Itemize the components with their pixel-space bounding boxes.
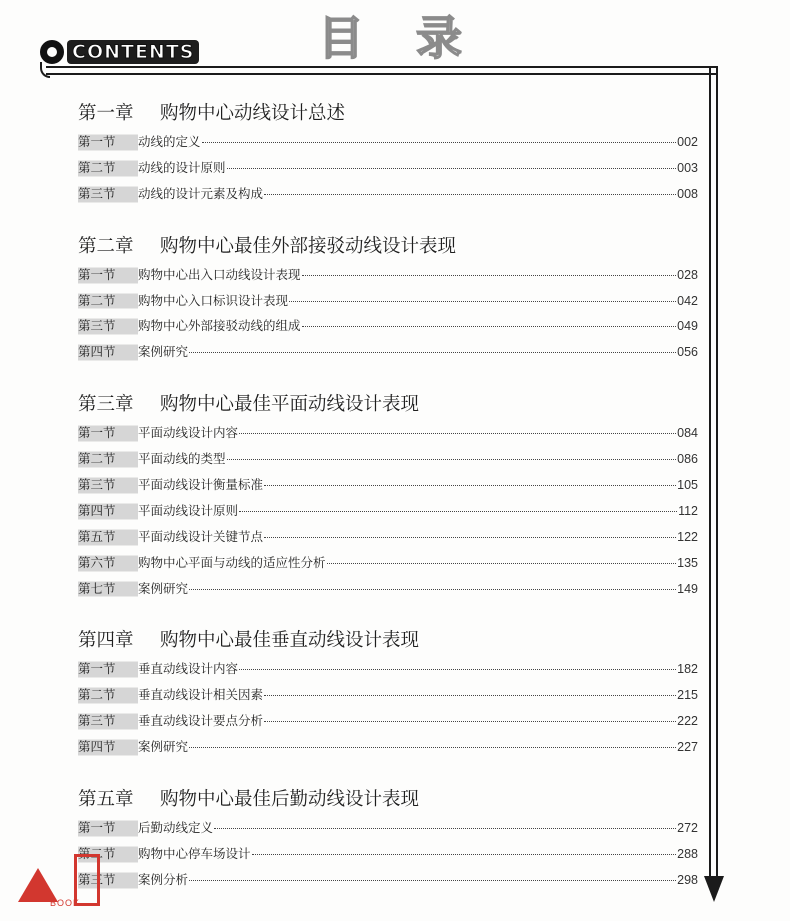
- chapter-heading[interactable]: [78, 233, 698, 261]
- chapter-title: 购物中心最佳外部接驳动线设计表现: [160, 235, 457, 257]
- dot-leader: [302, 325, 677, 327]
- toc-entry[interactable]: [78, 867, 698, 893]
- frame-top-rule: [46, 66, 717, 75]
- page-number: 008: [677, 186, 698, 201]
- toc-entry[interactable]: [78, 576, 698, 602]
- page-number: 003: [677, 160, 698, 175]
- section-title: 动线的定义: [138, 134, 201, 149]
- toc-entry[interactable]: [78, 498, 698, 524]
- page-number: 084: [677, 426, 698, 441]
- dot-leader: [189, 588, 676, 590]
- dot-leader: [189, 351, 676, 353]
- section-number: 第二节: [78, 682, 138, 708]
- dot-leader: [289, 300, 676, 302]
- section-number: 第七节: [78, 576, 138, 602]
- dot-leader: [202, 141, 677, 143]
- section-number: 第三节: [78, 708, 138, 734]
- chapter-title: 购物中心动线设计总述: [160, 103, 346, 124]
- toc-entry[interactable]: [78, 446, 698, 472]
- chapter-title: 购物中心最佳垂直动线设计表现: [160, 630, 420, 652]
- page-number: 288: [677, 846, 698, 861]
- section-title: 平面动线的类型: [138, 451, 226, 467]
- section-number: 第一节: [78, 815, 138, 841]
- page-number: 122: [677, 529, 698, 544]
- chapter: [78, 391, 698, 601]
- section-title: 案例分析: [138, 871, 189, 887]
- section-title: 购物中心外部接驳动线的组成: [138, 318, 301, 334]
- page-number: 042: [677, 293, 698, 308]
- section-title: 案例研究: [138, 580, 189, 596]
- dot-leader: [227, 167, 677, 169]
- page-number: 056: [677, 345, 698, 360]
- toc-entry[interactable]: [78, 288, 698, 314]
- section-number: 第二节: [78, 446, 138, 472]
- dot-leader: [264, 484, 676, 486]
- chapter-title: 购物中心最佳平面动线设计表现: [160, 394, 420, 416]
- toc-entry[interactable]: [78, 155, 698, 181]
- section-number: 第一节: [78, 262, 138, 288]
- toc-entry[interactable]: [78, 129, 698, 155]
- section-title: 动线的设计原则: [138, 159, 226, 175]
- toc-entry[interactable]: [78, 734, 698, 760]
- publisher-logo: [4, 846, 104, 918]
- page-number: 222: [677, 714, 698, 729]
- toc-entry[interactable]: [78, 472, 698, 498]
- page-number: 105: [677, 478, 698, 493]
- ring-icon: [40, 40, 64, 64]
- toc-entry[interactable]: [78, 262, 698, 288]
- page-number: 028: [677, 267, 698, 282]
- chapter-heading[interactable]: [78, 100, 698, 128]
- dot-leader: [189, 746, 676, 748]
- page-title: 目 录: [318, 11, 481, 65]
- dot-leader: [327, 562, 677, 564]
- page-number: 298: [677, 872, 698, 887]
- chapter-number: 第一章: [78, 103, 134, 124]
- section-title: 购物中心入口标识设计表现: [138, 292, 289, 308]
- frame-right-rule: [709, 66, 718, 878]
- contents-badge: [40, 39, 199, 65]
- dot-leader: [189, 879, 676, 881]
- section-number: 第三节: [78, 181, 138, 207]
- section-title: 垂直动线设计要点分析: [138, 713, 264, 729]
- chapter: [78, 627, 698, 760]
- section-number: 第二节: [78, 288, 138, 314]
- toc-entry[interactable]: [78, 524, 698, 550]
- section-title: 后勤动线定义: [138, 820, 214, 836]
- page-number: 002: [677, 135, 698, 149]
- dot-leader: [239, 510, 677, 512]
- page-number: 227: [677, 740, 698, 755]
- toc-entry[interactable]: [78, 656, 698, 682]
- toc-entry[interactable]: [78, 181, 698, 207]
- chapter-number: 第三章: [78, 394, 134, 416]
- dot-leader: [239, 432, 676, 434]
- page-number: 182: [677, 662, 698, 677]
- section-title: 平面动线设计原则: [138, 502, 239, 518]
- toc-entry[interactable]: [78, 815, 698, 841]
- arrow-down-icon: [704, 876, 724, 902]
- dot-leader: [264, 720, 676, 722]
- mountain-icon: [18, 868, 58, 902]
- toc-entry[interactable]: [78, 420, 698, 446]
- chapter: [78, 233, 698, 366]
- section-number: 第六节: [78, 550, 138, 576]
- section-number: 第二节: [78, 841, 138, 867]
- section-number: 第四节: [78, 339, 138, 365]
- section-title: 购物中心出入口动线设计表现: [138, 266, 301, 282]
- section-number: 第三节: [78, 313, 138, 339]
- dot-leader: [302, 274, 677, 276]
- section-number: 第一节: [78, 420, 138, 446]
- section-number: 第三节: [78, 472, 138, 498]
- section-number: 第四节: [78, 498, 138, 524]
- chapter-title: 购物中心最佳后勤动线设计表现: [160, 789, 420, 811]
- chapter-number: 第二章: [78, 235, 134, 257]
- section-number: 第一节: [78, 129, 138, 155]
- section-number: 第一节: [78, 656, 138, 682]
- page-number: 149: [677, 581, 698, 596]
- page-number: 215: [677, 688, 698, 703]
- page-number: 135: [677, 555, 698, 570]
- section-number: 第三节: [78, 867, 138, 893]
- section-title: 平面动线设计关键节点: [138, 528, 264, 544]
- seal-icon: [74, 854, 100, 906]
- section-title: 案例研究: [138, 739, 189, 755]
- table-of-contents: [78, 100, 698, 919]
- page-number: 112: [678, 503, 698, 518]
- chapter-heading[interactable]: [78, 627, 698, 655]
- toc-entry[interactable]: [78, 708, 698, 734]
- section-title: 案例研究: [138, 344, 189, 360]
- dot-leader: [252, 853, 677, 855]
- section-number: 第二节: [78, 155, 138, 181]
- section-title: 垂直动线设计内容: [138, 661, 239, 677]
- contents-label: CONTENTS: [67, 40, 199, 64]
- toc-entry[interactable]: [78, 682, 698, 708]
- page-number: 049: [677, 319, 698, 334]
- chapter-number: 第四章: [78, 630, 134, 652]
- chapter-heading[interactable]: [78, 391, 698, 419]
- dot-leader: [239, 668, 676, 670]
- section-title: 购物中心平面与动线的适应性分析: [138, 554, 326, 570]
- dot-leader: [264, 536, 676, 538]
- toc-entry[interactable]: [78, 841, 698, 867]
- logo-text: BOOK: [50, 898, 81, 908]
- dot-leader: [214, 827, 676, 829]
- section-title: 动线的设计元素及构成: [138, 185, 264, 201]
- chapter-number: 第五章: [78, 789, 134, 811]
- toc-entry[interactable]: [78, 313, 698, 339]
- toc-entry[interactable]: [78, 339, 698, 365]
- section-number: 第五节: [78, 524, 138, 550]
- chapter: [78, 786, 698, 893]
- chapter: [78, 100, 698, 207]
- page-number: 272: [677, 821, 698, 836]
- page-number: 086: [677, 452, 698, 467]
- section-title: 购物中心停车场设计: [138, 845, 251, 861]
- toc-entry[interactable]: [78, 550, 698, 576]
- section-number: 第四节: [78, 734, 138, 760]
- dot-leader: [264, 193, 676, 195]
- section-title: 平面动线设计衡量标准: [138, 477, 264, 493]
- dot-leader: [264, 694, 676, 696]
- section-title: 垂直动线设计相关因素: [138, 687, 264, 703]
- dot-leader: [227, 458, 677, 460]
- chapter-heading[interactable]: [78, 786, 698, 814]
- section-title: 平面动线设计内容: [138, 425, 239, 441]
